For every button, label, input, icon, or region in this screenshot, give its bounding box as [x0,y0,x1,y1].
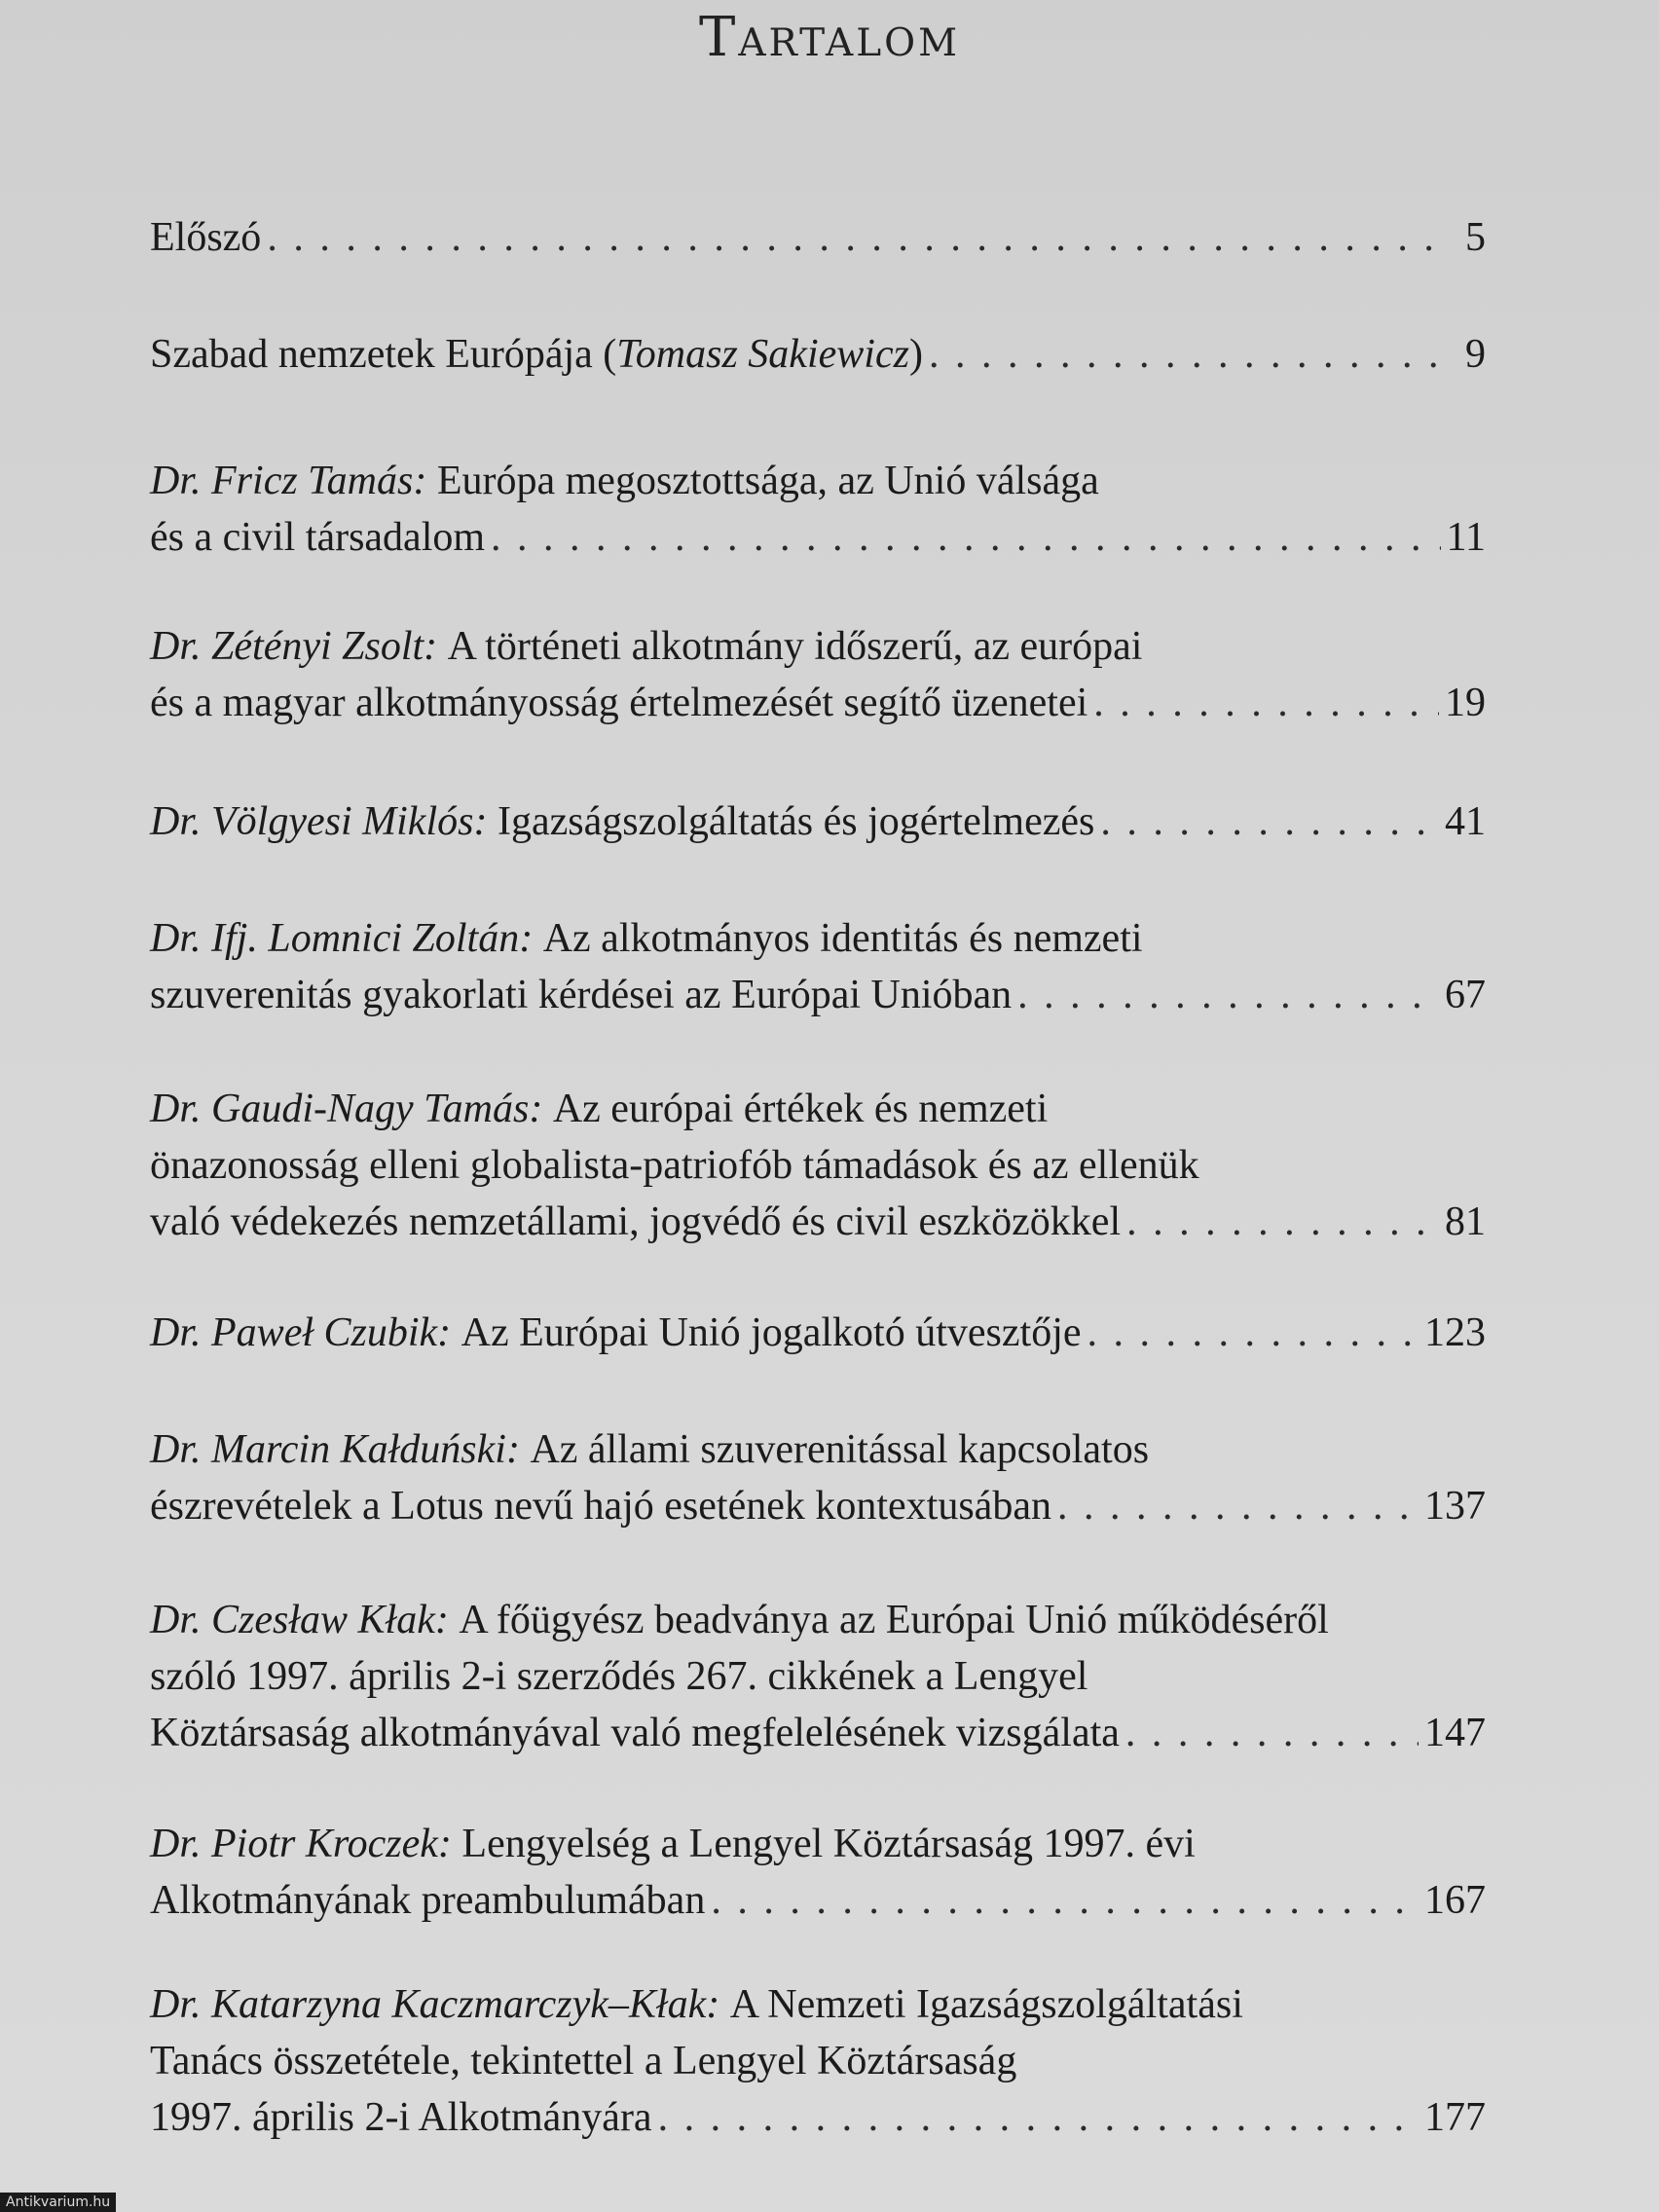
page-number: 9 [1465,332,1486,377]
toc-entry [150,1592,1486,1761]
entry-title: Az Európai Unió jogalkotó útvesztője [461,1310,1082,1355]
entry-title: A Nemzeti Igazságszolgáltatási [729,1982,1243,2027]
page-number: 11 [1446,515,1486,560]
page-number: 19 [1445,681,1486,725]
entry-title: Európa megosztottsága, az Unió válsága [436,459,1099,503]
entry-author: Tomasz Sakiewicz [616,332,909,377]
entry-title: Az alkotmányos identitás és nemzeti [542,916,1143,961]
page-number: 123 [1424,1310,1486,1355]
entry-title: észrevételek a Lotus nevű hajó esetének kontextusában [150,1484,1051,1529]
entry-title: és a magyar alkotmányosság értelmezését segítő üzenetei [150,681,1088,725]
entry-author: Dr. Gaudi-Nagy Tamás: [150,1087,543,1131]
entry-author: Dr. Paweł Czubik: [150,1310,452,1355]
entry-title: önazonosság elleni globalista-patriofób támadások és az ellenük [150,1143,1199,1188]
page-number: 177 [1424,2095,1486,2140]
entry-title: Alkotmányának preambulumában [150,1878,706,1923]
toc-entry [150,618,1486,731]
toc-entry [150,793,1486,850]
entry-author: Dr. Fricz Tamás: [150,459,427,503]
entry-title: való védekezés nemzetállami, jogvédő és civil eszközökkel [150,1199,1122,1244]
toc-entry [150,910,1486,1023]
entry-author: Dr. Piotr Kroczek: [150,1822,452,1866]
entry-title: szóló 1997. április 2-i szerződés 267. cikkének a Lengyel [150,1654,1088,1699]
entry-title: szuverenitás gyakorlati kérdései az Európai Unióban [150,973,1013,1017]
page-number: 41 [1445,799,1486,844]
entry-title: Szabad nemzetek Európája [150,332,593,377]
entry-author: Dr. Marcin Kałduński: [150,1427,520,1472]
page-number: 147 [1424,1711,1486,1755]
entry-author: Dr. Völgyesi Miklós: [150,799,488,844]
entry-title: Tanács összetétele, tekintettel a Lengyel Köztársaság [150,2039,1017,2083]
page-number: 67 [1445,973,1486,1017]
toc-entry [150,1816,1486,1929]
entry-title: Lengyelség a Lengyel Köztársaság 1997. évi [461,1822,1196,1866]
entry-author: Dr. Ifj. Lomnici Zoltán: [150,916,534,961]
entry-title: A történeti alkotmány időszerű, az európai [447,624,1143,669]
toc-entry [150,1976,1486,2146]
toc-entry [150,1305,1486,1361]
entry-title: és a civil társadalom [150,515,486,560]
toc-entry [150,209,1486,266]
entry-title: Köztársaság alkotmányával való megfelelésének vizsgálata [150,1711,1120,1755]
toc-entry [150,1421,1486,1534]
page-title: Tartalom [698,6,961,69]
entry-title: Az európai értékek és nemzeti [552,1087,1049,1131]
page-number: 5 [1465,215,1486,260]
toc-entry [150,1081,1486,1250]
toc-entry [150,453,1486,566]
entry-title: Az állami szuverenitással kapcsolatos [530,1427,1150,1472]
entry-title: Előszó [150,215,262,260]
entry-author: Dr. Katarzyna Kaczmarczyk–Kłak: [150,1982,720,2027]
entry-author: Dr. Zétényi Zsolt: [150,624,438,669]
entry-title: A főügyész beadványa az Európai Unió működéséről [459,1598,1329,1642]
entry-author: Dr. Czesław Kłak: [150,1598,449,1642]
page-number: 137 [1424,1484,1486,1529]
watermark: Antikvarium.hu [0,2193,116,2212]
entry-title: 1997. április 2-i Alkotmányára [150,2095,652,2140]
entry-title: Igazságszolgáltatás és jogértelmezés [497,799,1095,844]
page-number: 81 [1445,1199,1486,1244]
toc-entry: Szabad nemzetek Európája (Tomasz Sakiewicz) . . . 9 [150,326,1486,383]
page-number: 167 [1424,1878,1486,1923]
